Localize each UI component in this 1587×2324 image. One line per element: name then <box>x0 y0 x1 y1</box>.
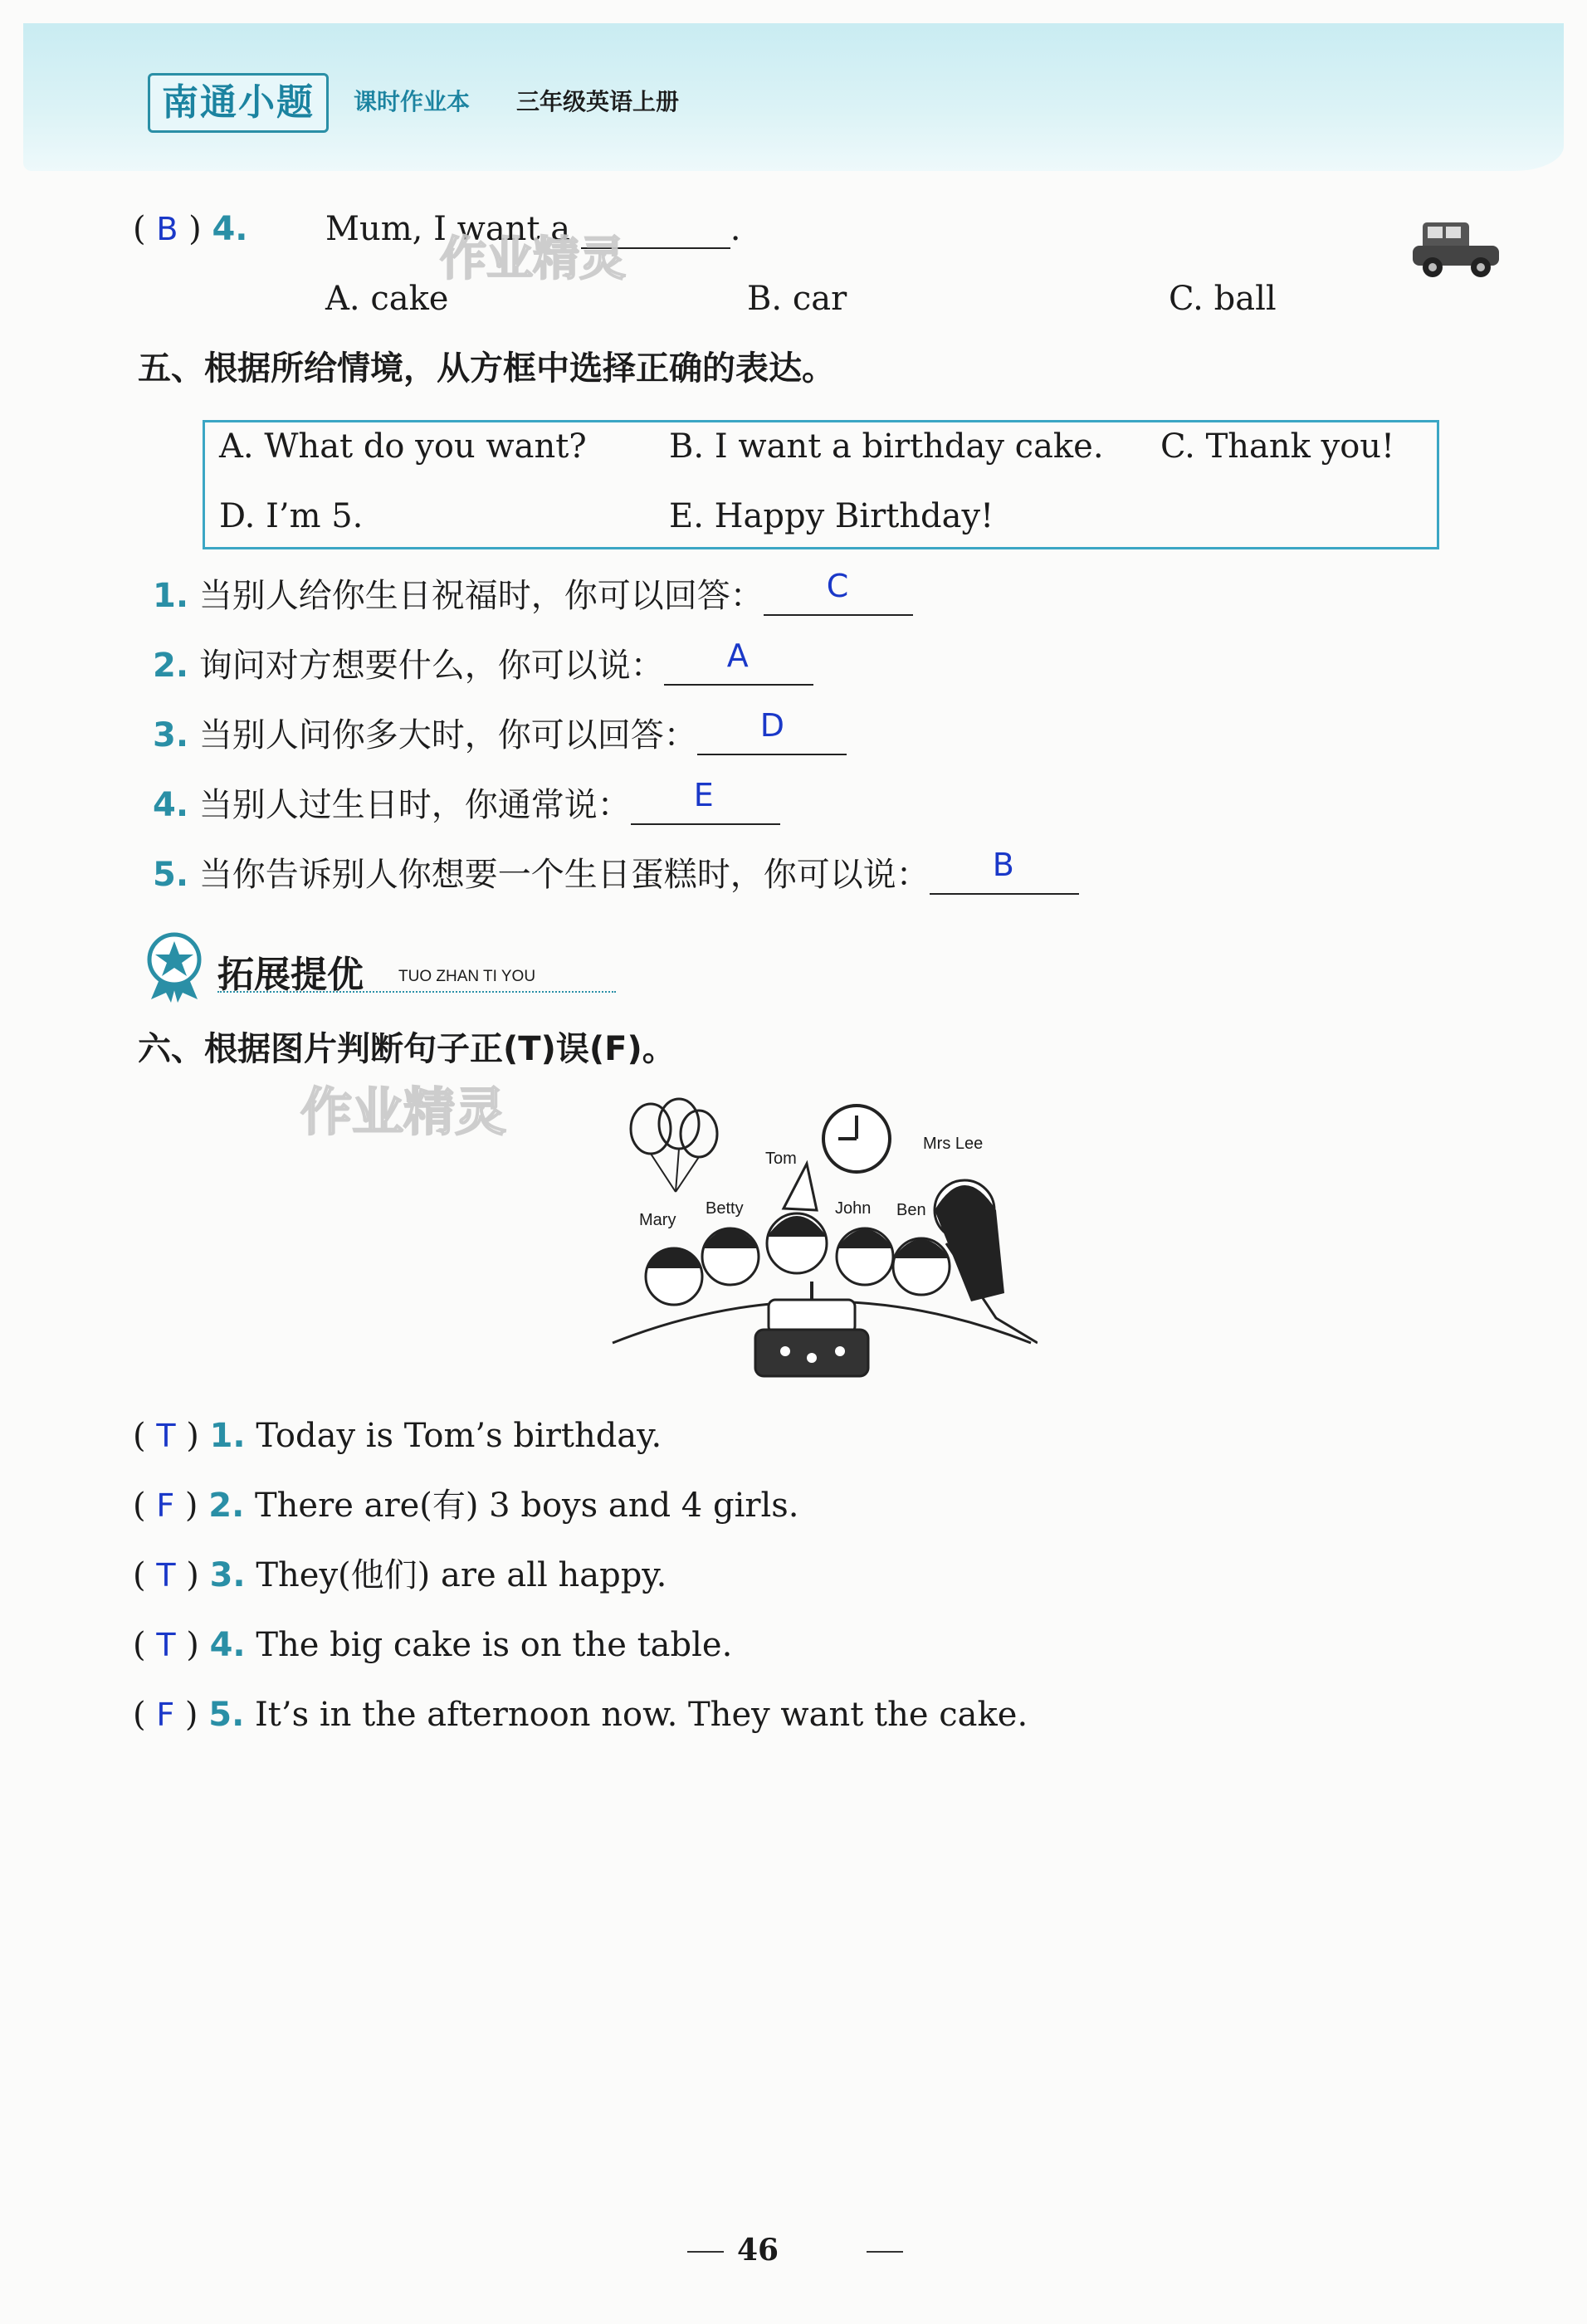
box-option-d: D. I’m 5. <box>219 497 364 535</box>
s6-item-1-answer: T <box>156 1418 176 1454</box>
s5-item-3-num: 3. <box>153 716 189 754</box>
page-dash-right <box>867 2251 903 2253</box>
s6-item-4-answer: T <box>156 1627 176 1663</box>
s6-item-1-num: 1. <box>209 1417 246 1455</box>
label-mary: Mary <box>639 1211 676 1229</box>
s5-item-2 <box>153 637 813 686</box>
label-john: John <box>835 1199 872 1218</box>
s6-item-3-answer: T <box>156 1557 176 1594</box>
page-dash-left <box>687 2251 724 2253</box>
s5-item-4-text: 当别人过生日时，你通常说： <box>198 786 631 824</box>
s5-item-3 <box>153 707 847 755</box>
q4-period: . <box>730 210 741 248</box>
s6-item-5-num: 5. <box>208 1696 245 1734</box>
s5-item-4 <box>153 777 780 825</box>
s5-item-5-blank <box>930 847 1079 895</box>
extend-title: 拓展提优 <box>217 954 364 996</box>
q4-sentence: Mum, I want a <box>325 210 571 248</box>
s5-item-4-num: 4. <box>153 786 189 824</box>
car-icon <box>1408 216 1507 282</box>
watermark: 作业精灵 <box>440 232 626 286</box>
s5-item-4-blank <box>631 777 780 825</box>
s6-item-3: ( T ) 3. They(他们) are all happy. <box>133 1556 667 1594</box>
s5-item-5 <box>153 847 1079 895</box>
s5-item-2-blank <box>664 637 813 686</box>
s5-item-2-text: 询问对方想要什么，你可以说： <box>198 647 664 685</box>
s6-item-4-num: 4. <box>209 1626 246 1664</box>
header-grade: 三年级英语上册 <box>516 88 680 115</box>
s6-item-1-text: Today is Tom’s birthday. <box>256 1417 662 1455</box>
box-option-c: C. Thank you! <box>1160 427 1395 466</box>
s6-item-4: ( T ) 4. The big cake is on the table. <box>133 1626 733 1664</box>
s5-item-2-answer: A <box>726 637 749 674</box>
s6-item-3-text: They(他们) are all happy. <box>256 1556 667 1594</box>
watermark-2: 作业精灵 <box>300 1081 507 1142</box>
page-number: 46 <box>737 2233 779 2268</box>
s5-item-1-text: 当别人给你生日祝福时，你可以回答： <box>198 577 764 615</box>
header-subtitle: 课时作业本 <box>354 88 471 115</box>
s5-item-3-answer: D <box>759 707 785 744</box>
s5-item-5-num: 5. <box>153 856 189 894</box>
s6-item-2-num: 2. <box>208 1487 245 1525</box>
s6-item-5-text: It’s in the afternoon now. They want the cake. <box>254 1696 1028 1734</box>
section5-title: 五、根据所给情境，从方框中选择正确的表达。 <box>138 349 835 388</box>
s5-item-2-num: 2. <box>153 647 189 685</box>
s6-item-4-text: The big cake is on the table. <box>256 1626 733 1664</box>
q4-option-b: B. car <box>747 280 847 318</box>
q4-option-a: A. cake <box>325 280 449 318</box>
box-option-a: A. What do you want? <box>219 427 587 466</box>
s5-item-3-blank <box>697 707 847 755</box>
s5-item-3-text: 当别人问你多大时，你可以回答： <box>198 716 697 754</box>
s6-item-2: ( F ) 2. There are(有) 3 boys and 4 girls. <box>133 1487 799 1525</box>
q4-answer-slot: ( B ) 4. <box>133 210 248 248</box>
brand-logo: 南通小题 <box>148 73 329 133</box>
s5-item-5-text: 当你告诉别人你想要一个生日蛋糕时，你可以说： <box>198 856 930 894</box>
label-betty: Betty <box>706 1199 744 1218</box>
s5-item-1-answer: C <box>826 568 849 604</box>
box-option-b: B. I want a birthday cake. <box>669 427 1104 466</box>
s5-item-1-blank <box>764 568 913 616</box>
s6-item-1: ( T ) 1. Today is Tom’s birthday. <box>133 1417 662 1455</box>
label-ben: Ben <box>896 1201 926 1219</box>
s6-item-5: ( F ) 5. It’s in the afternoon now. They want the cake. <box>133 1696 1028 1734</box>
s6-item-5-answer: F <box>156 1697 175 1733</box>
s5-item-1-num: 1. <box>153 577 189 615</box>
section6-title: 六、根据图片判断句子正(T)误(F)。 <box>138 1030 676 1068</box>
s5-item-4-answer: E <box>693 777 714 813</box>
extend-pinyin: TUO ZHAN TI YOU <box>398 968 536 985</box>
s5-item-5-answer: B <box>992 847 1014 883</box>
s6-item-3-num: 3. <box>209 1556 246 1594</box>
s6-item-2-answer: F <box>156 1487 175 1524</box>
box-option-e: E. Happy Birthday! <box>669 497 994 535</box>
q4-option-c: C. ball <box>1169 280 1277 318</box>
label-tom: Tom <box>765 1150 797 1168</box>
q4-answer: B <box>156 211 178 247</box>
medal-star-icon <box>143 930 209 1004</box>
label-mrs-lee: Mrs Lee <box>923 1135 984 1153</box>
q4-number: 4. <box>212 210 248 248</box>
s6-item-2-text: There are(有) 3 boys and 4 girls. <box>254 1487 799 1525</box>
s5-item-1 <box>153 568 913 616</box>
extend-divider <box>217 991 616 993</box>
